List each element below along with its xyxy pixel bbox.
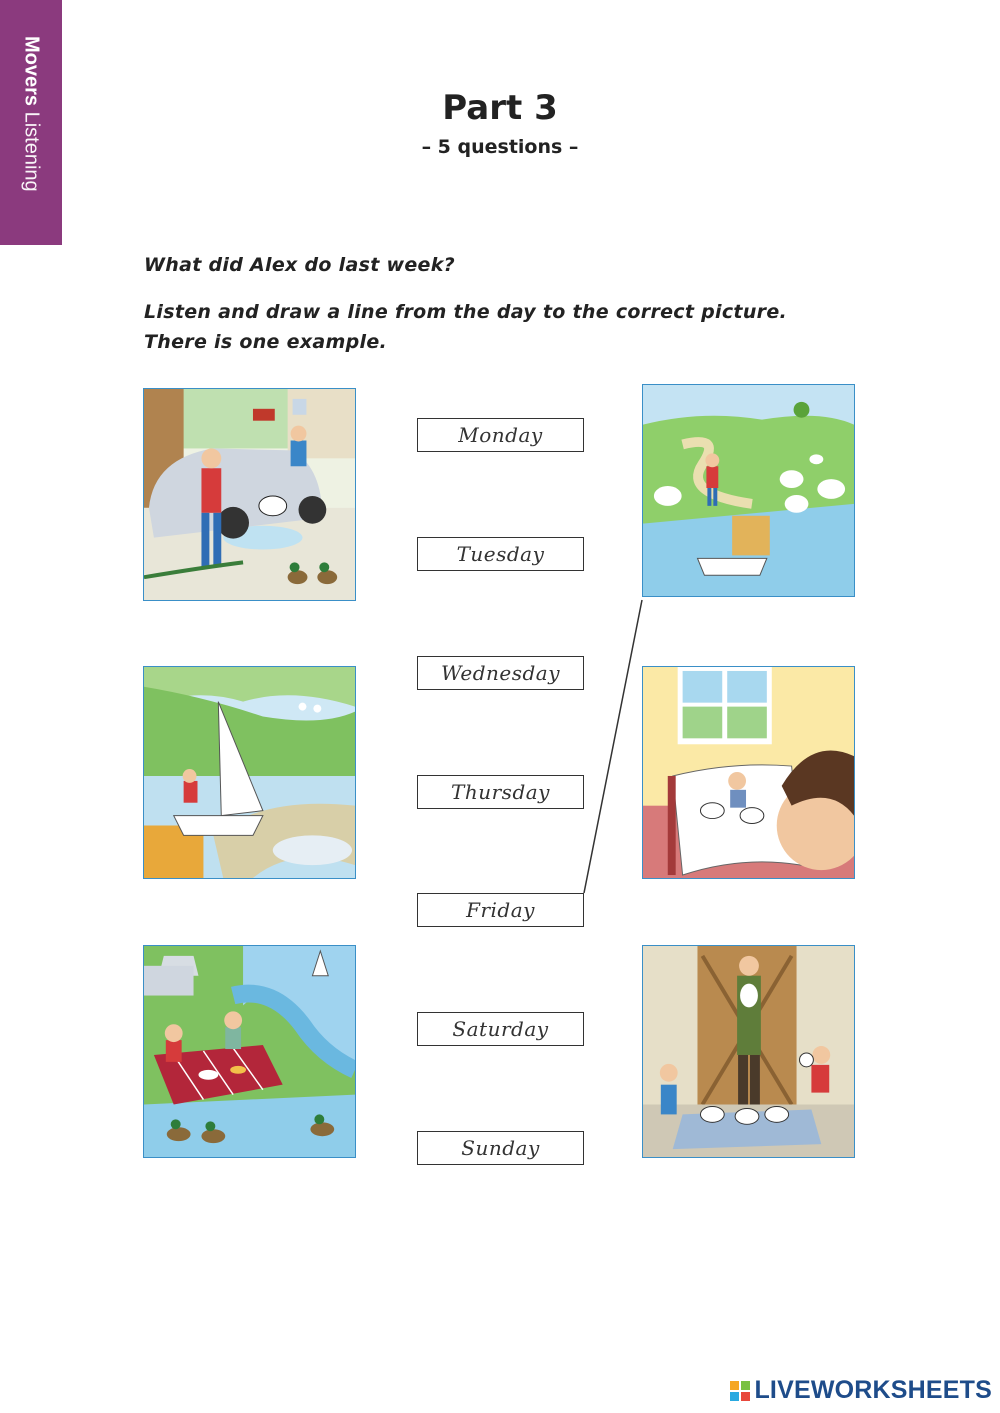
brand-logo-icon xyxy=(730,1381,750,1401)
day-saturday[interactable]: Saturday xyxy=(417,1012,584,1046)
sailing-illustration xyxy=(144,667,355,878)
day-sunday[interactable]: Sunday xyxy=(417,1131,584,1165)
side-tab-level: Movers xyxy=(20,36,43,107)
day-monday[interactable]: Monday xyxy=(417,418,584,452)
picture-walking-sheep[interactable] xyxy=(642,384,855,597)
picture-puppies-farm[interactable] xyxy=(642,945,855,1158)
picture-picnic[interactable] xyxy=(143,945,356,1158)
picture-sailing[interactable] xyxy=(143,666,356,879)
question-text: What did Alex do last week? xyxy=(144,254,455,276)
instruction-line-1: Listen and draw a line from the day to the correct picture. xyxy=(144,301,788,323)
day-tuesday[interactable]: Tuesday xyxy=(417,537,584,571)
page-title: Part 3 xyxy=(442,88,558,128)
brand-name: LIVEWORKSHEETS xyxy=(754,1376,992,1404)
car-wash-illustration xyxy=(144,389,355,600)
puppies-farm-illustration xyxy=(643,946,854,1157)
walking-sheep-illustration xyxy=(643,385,854,596)
picnic-illustration xyxy=(144,946,355,1157)
page-subtitle: – 5 questions – xyxy=(421,136,579,158)
picture-car-wash[interactable] xyxy=(143,388,356,601)
reading-book-illustration xyxy=(643,667,854,878)
brand-logo xyxy=(730,1376,992,1405)
picture-reading-book[interactable] xyxy=(642,666,855,879)
side-tab-skill: Listening xyxy=(20,111,43,192)
instruction-line-2: There is one example. xyxy=(144,331,388,353)
day-thursday[interactable]: Thursday xyxy=(417,775,584,809)
day-friday[interactable]: Friday xyxy=(417,893,584,927)
day-wednesday[interactable]: Wednesday xyxy=(417,656,584,690)
